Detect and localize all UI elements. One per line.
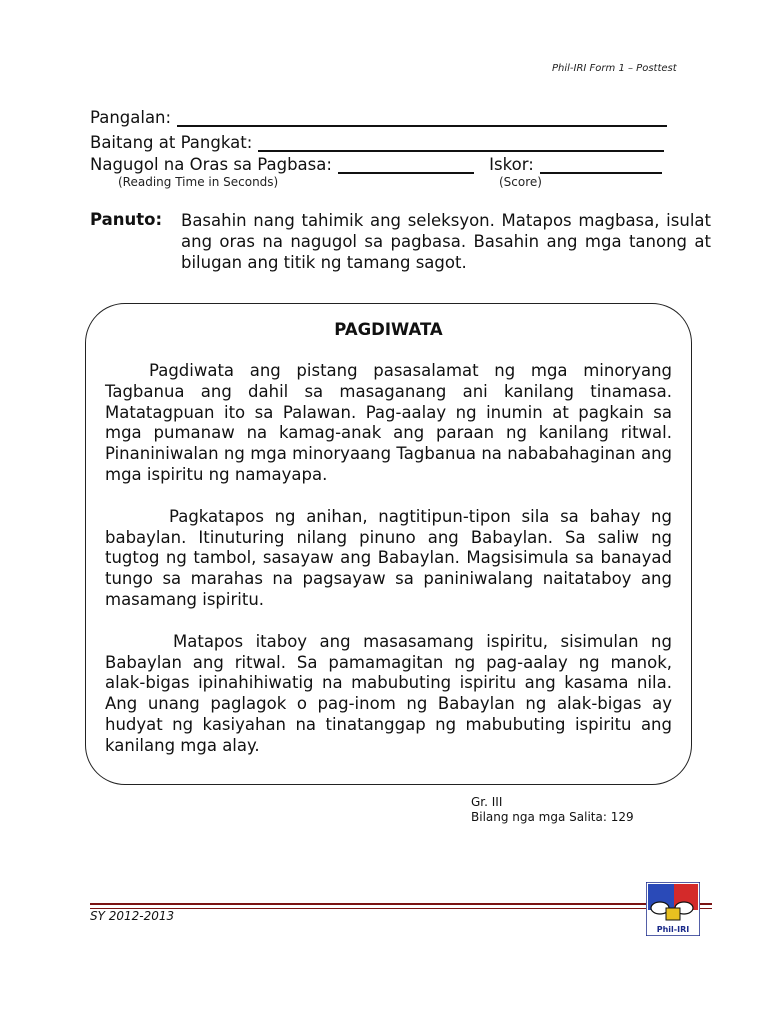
grade-input-line[interactable] — [258, 134, 664, 152]
logo-text: Phil-IRI — [656, 925, 690, 934]
score-label: Iskor: — [489, 155, 534, 174]
time-input-line[interactable] — [338, 156, 474, 174]
score-input-line[interactable] — [540, 156, 662, 174]
story-paragraph: Pagkatapos ng anihan, nagtitipun-tipon sila sa bahay ng babaylan. Itinuturing nilang pinuno ang Babaylan. Sa saliw ng tugtog ng tambol, sasayaw ang Babaylan. Magsisimula sa banayad tungo sa marahas na pagsayaw sa paniniwalang naitataboy ang masamang ispiritu. — [105, 506, 672, 609]
name-input-line[interactable] — [177, 109, 667, 127]
instructions-text: Basahin nang tahimik ang seleksyon. Matapos magbasa, isulat ang oras na nagugol sa pagbasa. Basahin ang mga tanong at bilugan ang titik ng tamang sagot. — [181, 211, 711, 272]
footer-divider — [90, 903, 712, 905]
grade-level: Gr. III — [471, 795, 503, 809]
story-meta — [471, 795, 634, 825]
story-paragraph: Pagdiwata ang pistang pasasalamat ng mga minoryang Tagbanua ang dahil sa masaganang ani kanilang tinamasa. Matatagpuan ito sa Palawan. Pag-aalay ng inumin at pagkain sa mga pumanaw na kamag-anak ang paraan ng kanilang ritwal. Pinaniniwalan ng mga minoryaang Tagbanua na nababahaginan ang mga ispiritu ng namayapa. — [105, 361, 672, 484]
score-hint: (Score) — [499, 175, 542, 189]
story-body — [105, 361, 672, 778]
form-label: Phil-IRI Form 1 – Posttest — [552, 63, 677, 74]
footer-divider-thin — [90, 908, 712, 909]
time-score-row — [90, 155, 662, 174]
time-label: Nagugol na Oras sa Pagbasa: — [90, 155, 332, 174]
grade-field-row — [90, 133, 664, 152]
grade-label: Baitang at Pangkat: — [90, 133, 253, 152]
name-field-row — [90, 108, 667, 127]
name-label: Pangalan: — [90, 108, 172, 127]
phil-iri-logo-icon — [646, 882, 700, 936]
word-count: Bilang nga mga Salita: 129 — [471, 810, 634, 824]
story-title: PAGDIWATA — [334, 320, 443, 339]
school-year: SY 2012-2013 — [90, 909, 175, 923]
time-hint: (Reading Time in Seconds) — [118, 175, 279, 189]
story-paragraph: Matapos itaboy ang masasamang ispiritu, sisimulan ng Babaylan ang ritwal. Sa pamamagitan ng pag-aalay ng manok, alak-bigas ipinahihiwatig na mabubuting ispiritu ang kasama nila. Ang unang paglagok o pag-inom ng Babaylan ng alak-bigas ay hudyat ng kasiyahan na tinatanggap ng mabubuting ispiritu ang kanilang mga alay. — [105, 631, 672, 755]
instructions-label: Panuto: — [90, 210, 163, 229]
